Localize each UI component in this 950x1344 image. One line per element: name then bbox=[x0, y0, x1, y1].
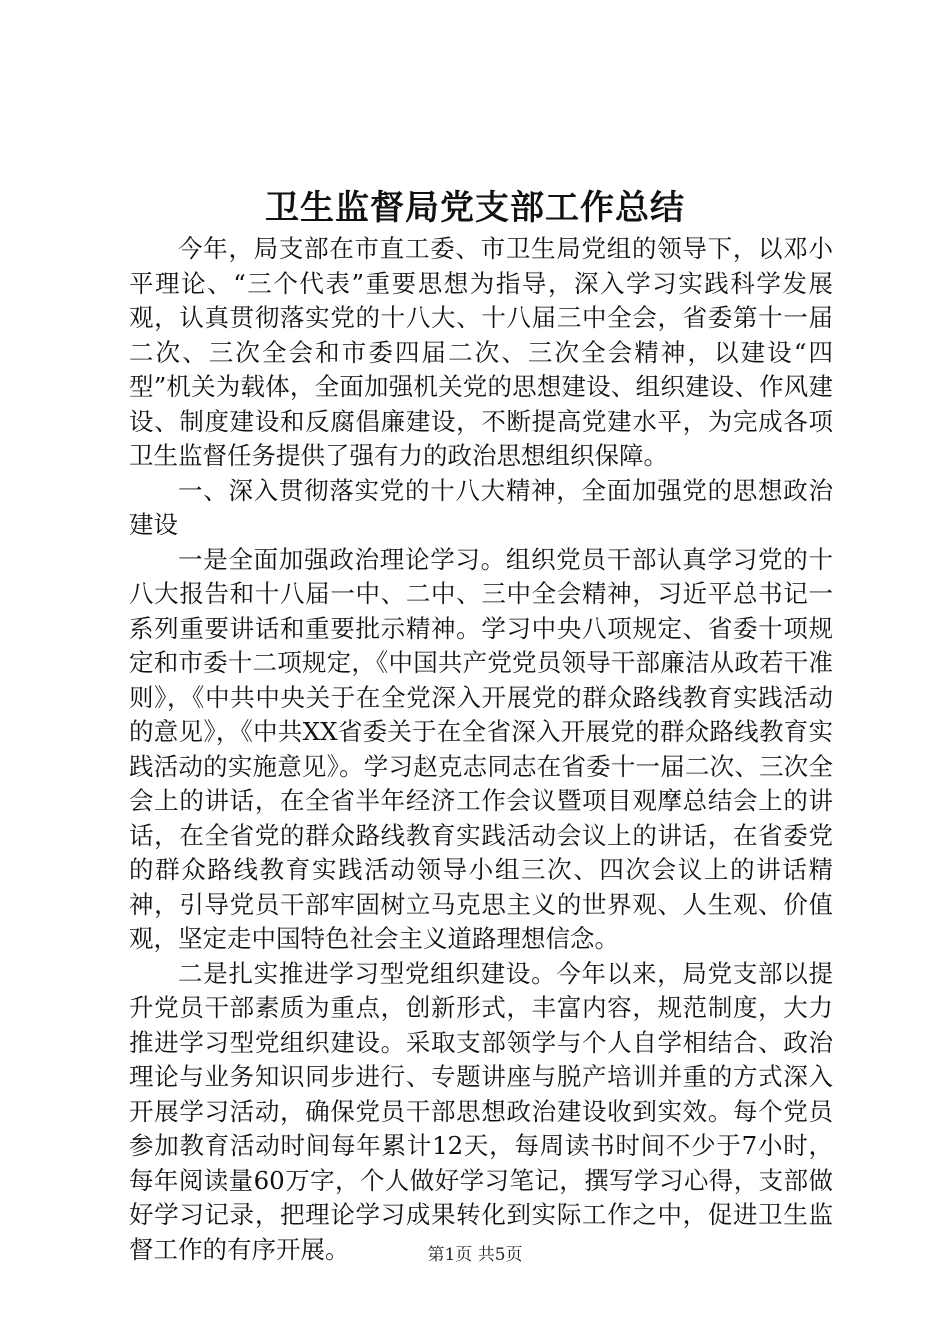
document-body bbox=[129, 232, 833, 1267]
page-number-footer: 第1页 共5页 bbox=[427, 1245, 523, 1265]
paragraph-learning-organization: 二是扎实推进学习型党组织建设。今年以来，局党支部以提升党员干部素质为重点，创新形式，丰富内容，规范制度，大力推进学习型党组织建设。采取支部领学与个人自学相结合、政治理论与业务知识同步进行、专题讲座与脱产培训并重的方式深入开展学习活动，确保党员干部思想政治建设收到实效。每个党员参加教育活动时间每年累计12天，每周读书时间不少于7小时，每年阅读量60万字，个人做好学习笔记，撰写学习心得，支部做好学习记录，把理论学习成果转化到实际工作之中，促进卫生监督工作的有序开展。 bbox=[129, 958, 833, 1264]
paragraph-intro: 今年，局支部在市直工委、市卫生局党组的领导下，以邓小平理论、“三个代表”重要思想为指导，深入学习实践科学发展观，认真贯彻落实党的十八大、十八届三中全会，省委第十一届二次、三次全会和市委四届二次、三次全会精神，以建设“四型”机关为载体，全面加强机关党的思想建设、组织建设、作风建设、制度建设和反腐倡廉建设，不断提高党建水平，为完成各项卫生监督任务提供了强有力的政治思想组织保障。 bbox=[129, 234, 833, 470]
section-heading-1: 一、深入贯彻落实党的十八大精神，全面加强党的思想政治建设 bbox=[129, 475, 833, 539]
document-title: 卫生监督局党支部工作总结 bbox=[265, 188, 685, 228]
paragraph-theory-study: 一是全面加强政治理论学习。组织党员干部认真学习党的十八大报告和十八届一中、二中、三中全会精神，习近平总书记一系列重要讲话和重要批示精神。学习中央八项规定、省委十项规定和市委十二项规定，《中国共产党党员领导干部廉洁从政若干准则》，《中共中央关于在全党深入开展党的群众路线教育实践活动的意见》，《中共XX省委关于在全省深入开展党的群众路线教育实践活动的实施意见》。学习赵克志同志在省委十一届二次、三次全会上的讲话，在全省半年经济工作会议暨项目观摩总结会上的讲话，在全省党的群众路线教育实践活动会议上的讲话，在省委党的群众路线教育实践活动领导小组三次、四次会议上的讲话精神，引导党员干部牢固树立马克思主义的世界观、人生观、价值观，坚定走中国特色社会主义道路理想信念。 bbox=[129, 544, 833, 953]
